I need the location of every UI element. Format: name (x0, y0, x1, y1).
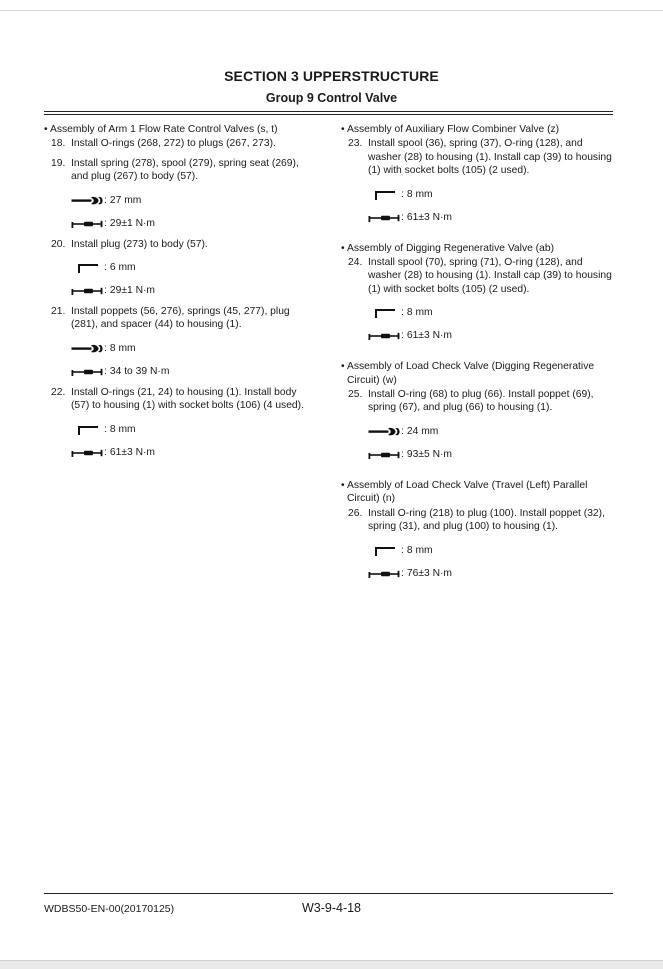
torque-wrench-icon (368, 329, 400, 342)
tool-value: 6 mm (109, 262, 136, 274)
hex-wrench-icon (71, 423, 103, 436)
tool-spec-torque (71, 284, 314, 297)
heading-text: Assembly of Load Check Valve (Digging Regenerative Circuit) (w) (347, 361, 595, 386)
colon: : (401, 567, 404, 579)
tool-spec-torque (71, 217, 314, 230)
step-20 (44, 238, 314, 251)
colon: : (104, 262, 107, 274)
torque-wrench-icon (368, 567, 400, 580)
top-border (0, 10, 663, 11)
step-text: Install poppets (56, 276), springs (45, 277), plug (281), and spacer (44) to housing (1). (71, 306, 290, 331)
step-number: 19. (51, 157, 66, 169)
step-26 (341, 507, 616, 534)
tool-spec-wrench (71, 342, 314, 355)
tool-value: 93±5 N·m (406, 448, 453, 460)
colon: : (401, 425, 404, 437)
tool-spec-hex (368, 306, 616, 319)
tool-value: 8 mm (406, 544, 433, 556)
colon: : (401, 188, 404, 200)
colon: : (401, 211, 404, 223)
tool-value: 76±3 N·m (406, 567, 453, 579)
tool-spec-wrench (368, 425, 616, 438)
colon: : (401, 307, 404, 319)
step-number: 20. (51, 238, 66, 250)
heading-text: Assembly of Load Check Valve (Travel (Left) Parallel Circuit) (n) (347, 479, 588, 505)
step-number: 26. (348, 507, 363, 519)
heading-text: Assembly of Arm 1 Flow Rate Control Valves (s, t) (50, 124, 278, 135)
document-code: WDBS50-EN-00(20170125) (44, 903, 175, 915)
step-text: Install spool (36), spring (37), O-ring (128), and washer (28) to housing (1). Install cap (39) to housing (1) with socket bolts (105) (2 used). (368, 138, 612, 177)
colon: : (104, 365, 107, 377)
hex-wrench-icon (71, 261, 103, 274)
section-heading (44, 123, 314, 136)
step-number: 24. (348, 257, 363, 269)
step-18 (44, 137, 314, 150)
torque-wrench-icon (71, 284, 103, 297)
bullet: • (341, 361, 345, 373)
step-21 (44, 305, 314, 332)
step-24 (341, 256, 616, 296)
colon: : (401, 544, 404, 556)
tool-spec-torque (71, 446, 314, 459)
tool-value: 29±1 N·m (109, 285, 156, 297)
bullet: • (341, 242, 345, 254)
tool-spec-torque (71, 365, 314, 378)
hex-wrench-icon (368, 306, 400, 319)
colon: : (104, 217, 107, 229)
tool-spec-hex (368, 544, 616, 557)
step-text: Install O-rings (21, 24) to housing (1). Install body (57) to housing (1) with socket bolts (106) (4 used). (71, 386, 304, 412)
colon: : (401, 448, 404, 460)
step-number: 22. (51, 386, 66, 398)
hex-wrench-icon (368, 544, 400, 557)
wrench-icon (368, 425, 400, 438)
torque-wrench-icon (71, 446, 103, 459)
page-number: W3-9-4-18 (301, 901, 362, 915)
tool-value: 8 mm (109, 342, 136, 354)
tool-value: 61±3 N·m (406, 330, 453, 342)
torque-wrench-icon (71, 217, 103, 230)
hex-wrench-icon (368, 188, 400, 201)
left-column (44, 123, 314, 459)
step-text: Install O-ring (218) to plug (100). Install poppet (32), spring (31), and plug (100) to housing (1). (368, 507, 605, 533)
step-25 (341, 388, 616, 415)
tool-value: 61±3 N·m (109, 446, 156, 458)
tool-value: 24 mm (406, 425, 439, 437)
footer-rule (44, 893, 613, 894)
step-text: Install O-ring (68) to plug (66). Install poppet (69), spring (67), and plug (66) to housing (1). (368, 389, 594, 414)
colon: : (104, 194, 107, 206)
step-number: 18. (51, 138, 66, 150)
tool-spec-torque (368, 211, 616, 224)
tool-value: 61±3 N·m (406, 211, 453, 223)
wrench-icon (71, 194, 103, 207)
step-text: Install spring (278), spool (279), spring seat (269), and plug (267) to body (57). (71, 157, 299, 183)
heading-text: Assembly of Auxiliary Flow Combiner Valve (z) (347, 124, 560, 135)
section-heading (341, 123, 616, 136)
colon: : (104, 342, 107, 354)
step-19 (44, 157, 314, 184)
tool-spec-hex (71, 423, 314, 436)
tool-spec-torque (368, 329, 616, 342)
group-title: Group 9 Control Valve (265, 91, 398, 105)
tool-value: 8 mm (109, 423, 136, 435)
step-22 (44, 386, 314, 413)
tool-spec-torque (368, 448, 616, 461)
heading-text: Assembly of Digging Regenerative Valve (ab) (347, 242, 554, 254)
bullet: • (44, 124, 48, 135)
colon: : (104, 423, 107, 435)
tool-value: 34 to 39 N·m (109, 365, 170, 377)
step-number: 25. (348, 389, 363, 401)
tool-value: 27 mm (109, 194, 142, 206)
header-rule-top (44, 111, 613, 112)
step-number: 23. (348, 138, 363, 150)
tool-spec-hex (71, 261, 314, 274)
wrench-icon (71, 342, 103, 355)
tool-spec-wrench (71, 194, 314, 207)
step-text: Install plug (273) to body (57). (71, 238, 208, 250)
torque-wrench-icon (368, 211, 400, 224)
section-heading (341, 360, 616, 387)
colon: : (104, 446, 107, 458)
colon: : (401, 330, 404, 342)
step-23 (341, 137, 616, 177)
step-text: Install spool (70), spring (71), O-ring (128), and washer (28) to housing (1). Install cap (39) to housing (1) with socket bolts (105) (2 used). (368, 257, 612, 295)
tool-value: 29±1 N·m (109, 217, 156, 229)
bullet: • (341, 124, 345, 135)
step-text: Install O-rings (268, 272) to plugs (267, 273). (71, 138, 276, 150)
section-heading (341, 242, 616, 255)
header-rule-bottom (44, 114, 613, 115)
bullet: • (341, 479, 345, 491)
tool-spec-torque (368, 567, 616, 580)
section-title: SECTION 3 UPPERSTRUCTURE (224, 68, 439, 84)
right-column (341, 123, 616, 580)
step-number: 21. (51, 306, 66, 318)
torque-wrench-icon (368, 448, 400, 461)
colon: : (104, 285, 107, 297)
section-heading (341, 479, 616, 506)
tool-value: 8 mm (406, 188, 433, 200)
tool-value: 8 mm (406, 307, 433, 319)
torque-wrench-icon (71, 365, 103, 378)
tool-spec-hex (368, 188, 616, 201)
